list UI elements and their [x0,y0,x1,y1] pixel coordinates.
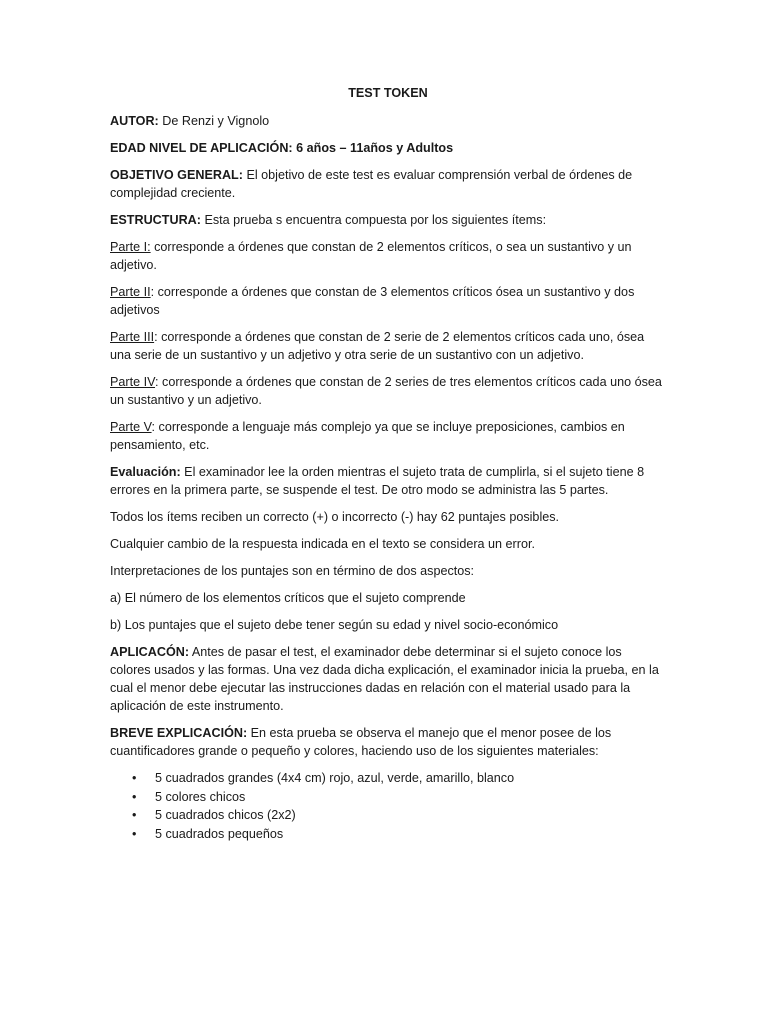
list-item-text: 5 cuadrados grandes (4x4 cm) rojo, azul, verde, amarillo, blanco [155,771,515,785]
breve-paragraph [110,724,662,760]
parte-label: Parte I: [110,240,151,254]
list-item-text: 5 cuadrados chicos (2x2) [155,808,296,822]
breve-label: BREVE EXPLICACIÓN: [110,726,248,740]
parte-label: Parte II [110,285,151,299]
bullet-icon: • [132,771,137,785]
evaluacion-paragraph [110,463,662,499]
edad-label: EDAD NIVEL DE APLICACIÓN: [110,141,293,155]
parte-text: : corresponde a órdenes que constan de 2 serie de 2 elementos críticos cada uno, ósea una serie de un sustantivo y un adjetivo y otra serie de un sustantivo con un adjetivo. [110,330,645,362]
list-item-text: 5 cuadrados pequeños [155,826,284,841]
parte-paragraph [110,238,662,274]
bullet-icon: • [132,826,137,841]
evaluacion-value: El examinador lee la orden mientras el sujeto trata de cumplirla, si el sujeto tiene 8 errores en la primera parte, se suspende el test. De otro modo se administra las 5 partes. [110,465,645,497]
aplicacion-paragraph [110,643,662,715]
body-paragraph: Interpretaciones de los puntajes son en término de dos aspectos: [110,564,475,578]
autor-label: AUTOR: [110,114,159,128]
list-item [110,788,662,807]
body-paragraph: Todos los ítems reciben un correcto (+) o incorrecto (-) hay 62 puntajes posibles. [110,510,560,524]
parte-text: : corresponde a lenguaje más complejo ya que se incluye preposiciones, cambios en pensamiento, etc. [110,420,625,452]
list-item [110,825,662,844]
parte-label: Parte V [110,420,152,434]
bullet-icon: • [132,789,137,804]
estructura-label: ESTRUCTURA: [110,213,201,227]
edad-value: 6 años – 11años y Adultos [292,141,454,155]
objetivo-value: El objetivo de este test es evaluar comprensión verbal de órdenes de complejidad creciente. [110,168,633,200]
parte-label: Parte IV [110,375,156,389]
parte-text: : corresponde a órdenes que constan de 3 elementos críticos ósea un sustantivo y dos adjetivos [110,285,635,317]
aplicacion-label: APLICACÓN: [110,645,190,659]
breve-value: En esta prueba se observa el manejo que el menor posee de los cuantificadores grande o pequeño y colores, haciendo uso de los siguientes materiales: [110,726,612,758]
page-title: TEST TOKEN [348,86,428,100]
estructura-paragraph [110,211,662,229]
list-item-text: 5 colores chicos [155,789,246,804]
parte-paragraph [110,328,662,364]
evaluacion-label: Evaluación: [110,465,181,479]
bullet-icon: • [132,808,137,822]
document-page [110,84,662,843]
list-item [110,769,662,788]
parte-text: : corresponde a órdenes que constan de 2 series de tres elementos críticos cada uno ósea un sustantivo y un adjetivo. [110,375,662,407]
parte-label: Parte III [110,330,155,344]
objetivo-label: OBJETIVO GENERAL: [110,168,243,182]
parte-text: corresponde a órdenes que constan de 2 elementos críticos, o sea un sustantivo y un adjetivo. [110,240,632,272]
parte-paragraph [110,283,662,319]
edad-line [110,139,662,157]
aplicacion-value: Antes de pasar el test, el examinador debe determinar si el sujeto conoce los colores usados y las formas. Una vez dada dicha explicación, el examinador inicia la prueba, en la cual el menor debe ejecutar las instrucciones dadas en relación con el material usado para la aplicación de este instrumento. [110,645,659,713]
body-paragraph: b) Los puntajes que el sujeto debe tener según su edad y nivel socio-económico [110,618,559,632]
body-paragraph: a) El número de los elementos críticos que el sujeto comprende [110,591,466,605]
list-item [110,806,662,825]
autor-line [110,112,662,130]
estructura-value: Esta prueba s encuentra compuesta por los siguientes ítems: [200,213,547,227]
autor-value: De Renzi y Vignolo [158,114,270,128]
materiales-list [110,769,662,843]
parte-paragraph [110,418,662,454]
parte-paragraph [110,373,662,409]
body-paragraph: Cualquier cambio de la respuesta indicada en el texto se considera un error. [110,537,535,551]
objetivo-paragraph [110,166,662,202]
